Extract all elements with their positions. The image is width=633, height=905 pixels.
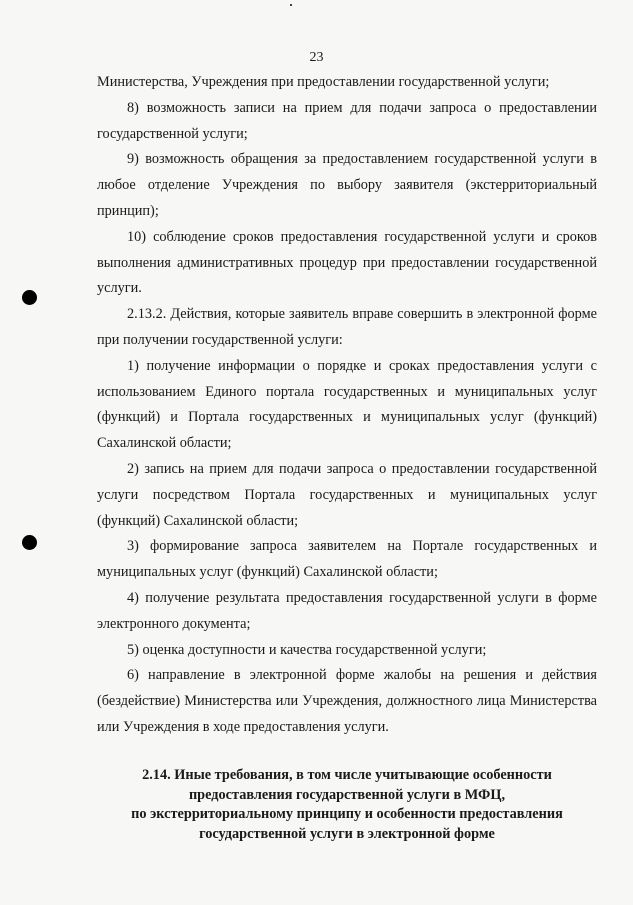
binder-hole-top [22, 290, 37, 305]
section-heading-2-14 [97, 766, 597, 844]
paragraph-action-2: 2) запись на прием для подачи запроса о предоставлении государственной услуги посредством Портала государственных и муниципальных услуг (функций) Сахалинской области; [97, 460, 597, 529]
binder-hole-bottom [22, 535, 37, 550]
paragraph-action-6: 6) направление в электронной форме жалобы на решения и действия (бездействие) Министерства или Учреждения, должностного лица Министерства или Учреждения в ходе предоставления услуги. [97, 667, 597, 735]
paragraph-action-3: 3) формирование запроса заявителем на Портале государственных и муниципальных услуг (функций) Сахалинской области; [97, 538, 597, 581]
paragraph-item-10: 10) соблюдение сроков предоставления государственной услуги и сроков выполнения административных процедур при предоставлении государственной услуги. [97, 228, 597, 297]
page-number: 23 [309, 50, 324, 65]
heading-line: предоставления государственной услуги в МФЦ, [188, 786, 506, 803]
paragraph-item-8: 8) возможность записи на прием для подачи запроса о предоставлении государственной услуги; [97, 99, 597, 142]
paragraph-section-2-13-2: 2.13.2. Действия, которые заявитель вправе совершить в электронной форме при получении государственной услуги: [97, 306, 597, 348]
paragraph-action-1: 1) получение информации о порядке и сроках предоставления услуги с использованием Единого портала государственных и муниципальных услуг (функций) и Портала государственных и муниципальных услуг (функций) Сахалинской области; [97, 357, 597, 452]
heading-line: государственной услуги в электронной форме [199, 825, 495, 842]
heading-line: 2.14. Иные требования, в том числе учитывающие особенности [142, 767, 552, 783]
paragraph-action-4: 4) получение результата предоставления государственной услуги в форме электронного документа; [97, 589, 597, 632]
paragraph-action-5: 5) оценка доступности и качества государственной услуги; [127, 641, 487, 658]
paragraph-item-9: 9) возможность обращения за предоставлением государственной услуги в любое отделение Учреждения по выбору заявителя (экстерриториальный принцип); [97, 151, 597, 219]
paragraph-continuation: Министерства, Учреждения при предоставлении государственной услуги; [97, 74, 550, 90]
scan-speck [290, 4, 292, 6]
document-body [97, 70, 597, 741]
heading-line: по экстерриториальному принципу и особенности предоставления [131, 806, 563, 822]
